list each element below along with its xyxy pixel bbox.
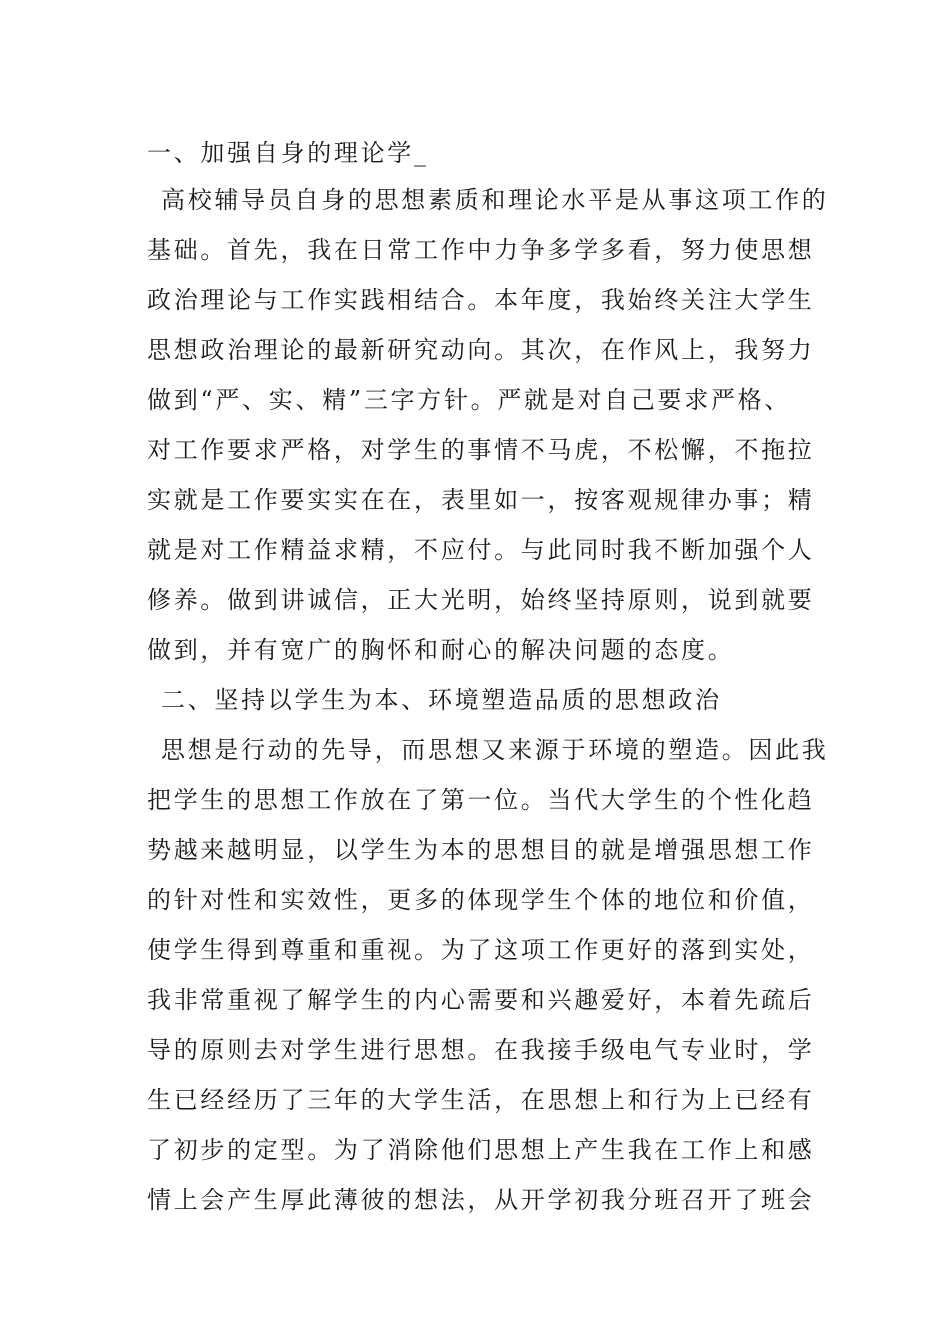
paragraph-2-line-1: 思想是行动的先导，而思想又来源于环境的塑造。因此我 [161,736,829,764]
paragraph-1-line-4: 思想政治理论的最新研究动向。其次，在作风上，我努力 [147,336,815,364]
paragraph-2-line-10: 情上会产生厚此薄彼的想法，从开学初我分班召开了班会 [147,1186,815,1214]
paragraph-1-line-6: 对工作要求严格，对学生的事情不马虎，不松懈，不拖拉 [147,436,815,464]
paragraph-1-line-7: 实就是工作要实实在在，表里如一，按客观规律办事；精 [147,486,815,514]
paragraph-2-line-8: 生已经经历了三年的大学生活，在思想上和行为上已经有 [147,1086,815,1114]
paragraph-2-line-4: 的针对性和实效性，更多的体现学生个体的地位和价值， [147,886,815,914]
paragraph-1-line-9: 修养。做到讲诚信，正大光明，始终坚持原则，说到就要 [147,586,815,614]
paragraph-1-line-1: 高校辅导员自身的思想素质和理论水平是从事这项工作的 [161,186,829,214]
section-heading-1: 一、加强自身的理论学_ [147,139,429,167]
paragraph-2-line-9: 了初步的定型。为了消除他们思想上产生我在工作上和感 [147,1136,815,1164]
paragraph-2-line-7: 导的原则去对学生进行思想。在我接手级电气专业时，学 [147,1036,815,1064]
paragraph-2-line-2: 把学生的思想工作放在了第一位。当代大学生的个性化趋 [147,786,815,814]
paragraph-1-line-2: 基础。首先，我在日常工作中力争多学多看，努力使思想 [147,236,815,264]
paragraph-2-line-3: 势越来越明显，以学生为本的思想目的就是增强思想工作 [147,836,815,864]
paragraph-2-line-6: 我非常重视了解学生的内心需要和兴趣爱好，本着先疏后 [147,986,815,1014]
paragraph-1-line-8: 就是对工作精益求精，不应付。与此同时我不断加强个人 [147,536,815,564]
paragraph-2-line-5: 使学生得到尊重和重视。为了这项工作更好的落到实处， [147,936,815,964]
paragraph-1-line-5: 做到“严、实、精”三字方针。严就是对自己要求严格、 [147,386,792,414]
paragraph-1-line-3: 政治理论与工作实践相结合。本年度，我始终关注大学生 [147,286,815,314]
paragraph-1-line-10: 做到，并有宽广的胸怀和耐心的解决问题的态度。 [147,636,735,664]
section-heading-2: 二、坚持以学生为本、环境塑造品质的思想政治 [161,686,722,714]
